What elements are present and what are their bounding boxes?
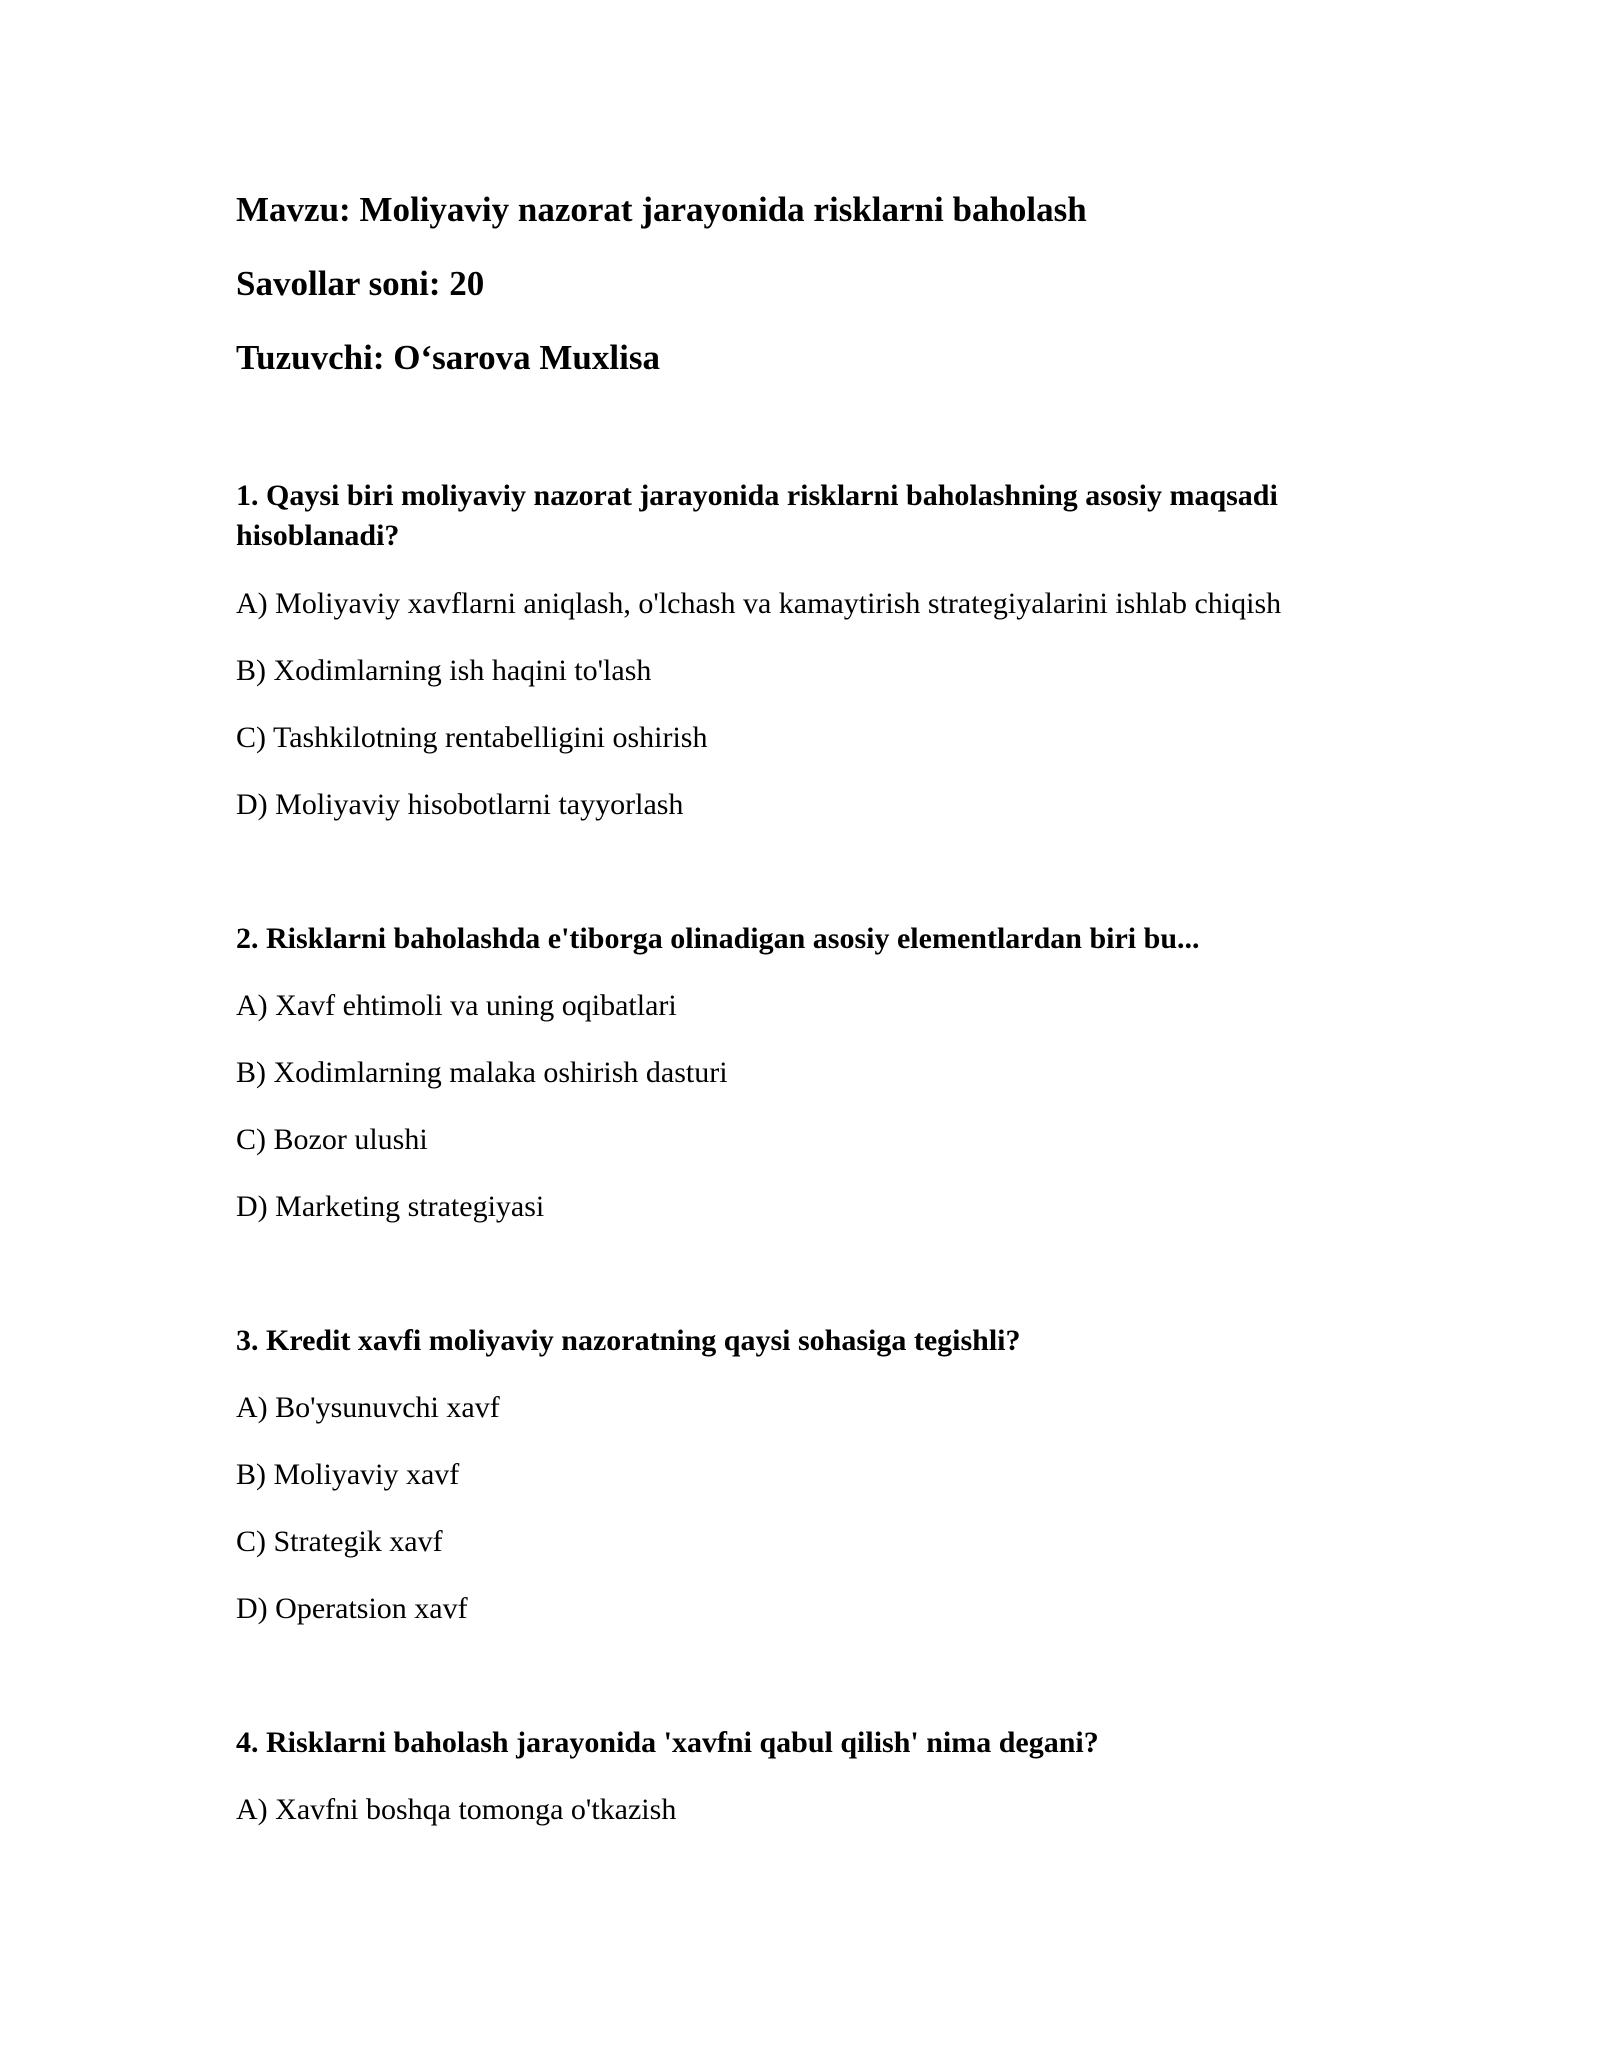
topic-heading: Mavzu: Moliyaviy nazorat jarayonida risklarni baholash bbox=[236, 190, 1087, 229]
question-4-option-a: A) Xavfni boshqa tomonga o'tkazish bbox=[236, 1793, 677, 1826]
question-2-text: 2. Risklarni baholashda e'tiborga olinadigan asosiy elementlardan biri bu... bbox=[236, 922, 1200, 955]
question-2-option-d: D) Marketing strategiyasi bbox=[236, 1190, 545, 1223]
question-2-option-a: A) Xavf ehtimoli va uning oqibatlari bbox=[236, 989, 677, 1022]
question-3-option-b: B) Moliyaviy xavf bbox=[236, 1458, 460, 1491]
question-3-option-a: A) Bo'ysunuvchi xavf bbox=[236, 1391, 500, 1424]
question-3-option-d: D) Operatsion xavf bbox=[236, 1592, 468, 1625]
question-4-text: 4. Risklarni baholash jarayonida 'xavfni qabul qilish' nima degani? bbox=[236, 1726, 1099, 1759]
question-count: Savollar soni: 20 bbox=[236, 264, 485, 303]
question-3-option-c: C) Strategik xavf bbox=[236, 1525, 443, 1558]
question-3-text: 3. Kredit xavfi moliyaviy nazoratning qaysi sohasiga tegishli? bbox=[236, 1324, 1021, 1357]
question-2-option-c: C) Bozor ulushi bbox=[236, 1123, 428, 1156]
author-line: Tuzuvchi: O‘sarova Muxlisa bbox=[236, 338, 660, 377]
question-1-option-b: B) Xodimlarning ish haqini to'lash bbox=[236, 654, 652, 687]
question-2-option-b: B) Xodimlarning malaka oshirish dasturi bbox=[236, 1056, 728, 1089]
question-1-option-c: C) Tashkilotning rentabelligini oshirish bbox=[236, 721, 708, 754]
question-1-option-d: D) Moliyaviy hisobotlarni tayyorlash bbox=[236, 788, 684, 821]
question-1-option-a: A) Moliyaviy xavflarni aniqlash, o'lchash va kamaytirish strategiyalarini ishlab chiqish bbox=[236, 587, 1282, 620]
question-1-text: 1. Qaysi biri moliyaviy nazorat jarayonida risklarni baholashning asosiy maqsadi hisoblanadi? bbox=[236, 479, 1278, 552]
